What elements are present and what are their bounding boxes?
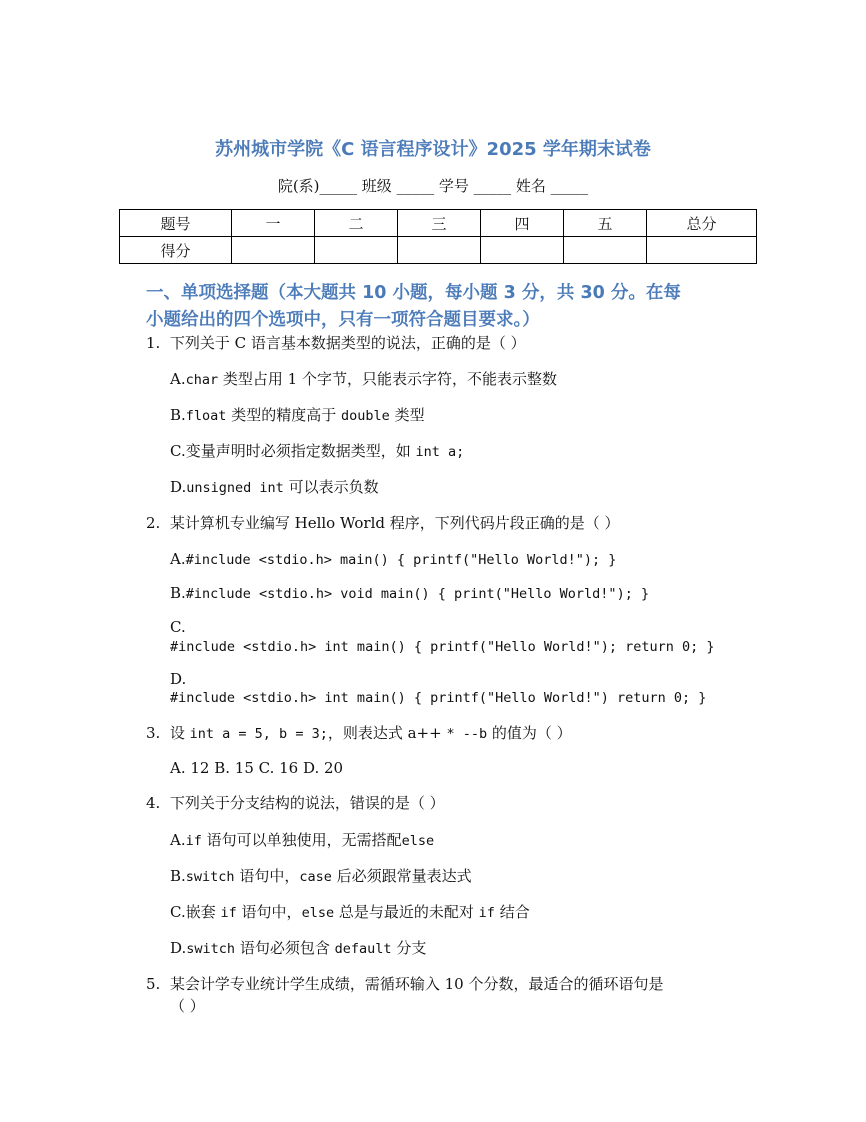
question-5: 5. 某会计学专业统计学生成绩，需循环输入 10 个分数，最适合的循环语句是 <box>146 975 664 993</box>
q4-option-d: D.switch 语句必须包含 default 分支 <box>170 939 427 957</box>
section-heading: 小题给出的四个选项中，只有一项符合题目要求。） <box>146 310 540 330</box>
q2-option-a: A.#include <stdio.h> main() { printf("Hello World!"); } <box>170 550 617 568</box>
question-1: 1. 下列关于 C 语言基本数据类型的说法，正确的是（ ） <box>146 334 526 352</box>
header-cell: 三 <box>398 210 481 237</box>
question-5-bracket: （ ） <box>170 997 205 1015</box>
score-cell[interactable] <box>647 237 757 264</box>
question-3: 3. 设 int a = 5, b = 3;，则表达式 a++ * --b 的值为（ ） <box>146 724 572 742</box>
question-4: 4. 下列关于分支结构的说法，错误的是（ ） <box>146 794 445 812</box>
score-cell[interactable] <box>232 237 315 264</box>
q4-option-a: A.if 语句可以单独使用，无需搭配else <box>170 831 435 849</box>
header-cell: 题号 <box>120 210 232 237</box>
header-cell: 一 <box>232 210 315 237</box>
score-cell[interactable] <box>315 237 398 264</box>
score-cell[interactable] <box>564 237 647 264</box>
q1-option-d: D.unsigned int 可以表示负数 <box>170 478 379 496</box>
header-cell: 五 <box>564 210 647 237</box>
score-table <box>119 209 757 264</box>
row-label: 得分 <box>120 237 232 264</box>
student-info: 院(系)_____ 班级 _____ 学号 _____ 姓名 _____ <box>277 177 589 195</box>
q2-option-c-label: C. <box>170 618 186 636</box>
header-cell: 总分 <box>647 210 757 237</box>
exam-title: 苏州城市学院《C 语言程序设计》2025 学年期末试卷 <box>215 139 651 160</box>
q4-option-c: C.嵌套 if 语句中，else 总是与最近的未配对 if 结合 <box>170 903 530 921</box>
q1-option-b: B.float 类型的精度高于 double 类型 <box>170 406 425 424</box>
q4-option-b: B.switch 语句中，case 后必须跟常量表达式 <box>170 867 472 885</box>
table-row <box>120 210 757 237</box>
score-cell[interactable] <box>398 237 481 264</box>
section-heading: 一、单项选择题（本大题共 10 小题，每小题 3 分，共 30 分。在每 <box>146 283 681 303</box>
q1-option-c: C.变量声明时必须指定数据类型，如 int a; <box>170 442 465 460</box>
table-row <box>120 237 757 264</box>
header-cell: 二 <box>315 210 398 237</box>
q2-option-c-code: #include <stdio.h> int main() { printf("Hello World!"); return 0; } <box>170 639 715 655</box>
q2-option-d-label: D. <box>170 670 187 688</box>
q1-option-a: A.char 类型占用 1 个字节，只能表示字符，不能表示整数 <box>170 370 557 388</box>
header-cell: 四 <box>481 210 564 237</box>
q2-option-d-code: #include <stdio.h> int main() { printf("Hello World!") return 0; } <box>170 690 707 706</box>
question-2: 2. 某计算机专业编写 Hello World 程序，下列代码片段正确的是（ ） <box>146 514 620 532</box>
q3-options: A. 12 B. 15 C. 16 D. 20 <box>170 759 344 777</box>
score-cell[interactable] <box>481 237 564 264</box>
q2-option-b: B.#include <stdio.h> void main() { print("Hello World!"); } <box>170 584 650 602</box>
